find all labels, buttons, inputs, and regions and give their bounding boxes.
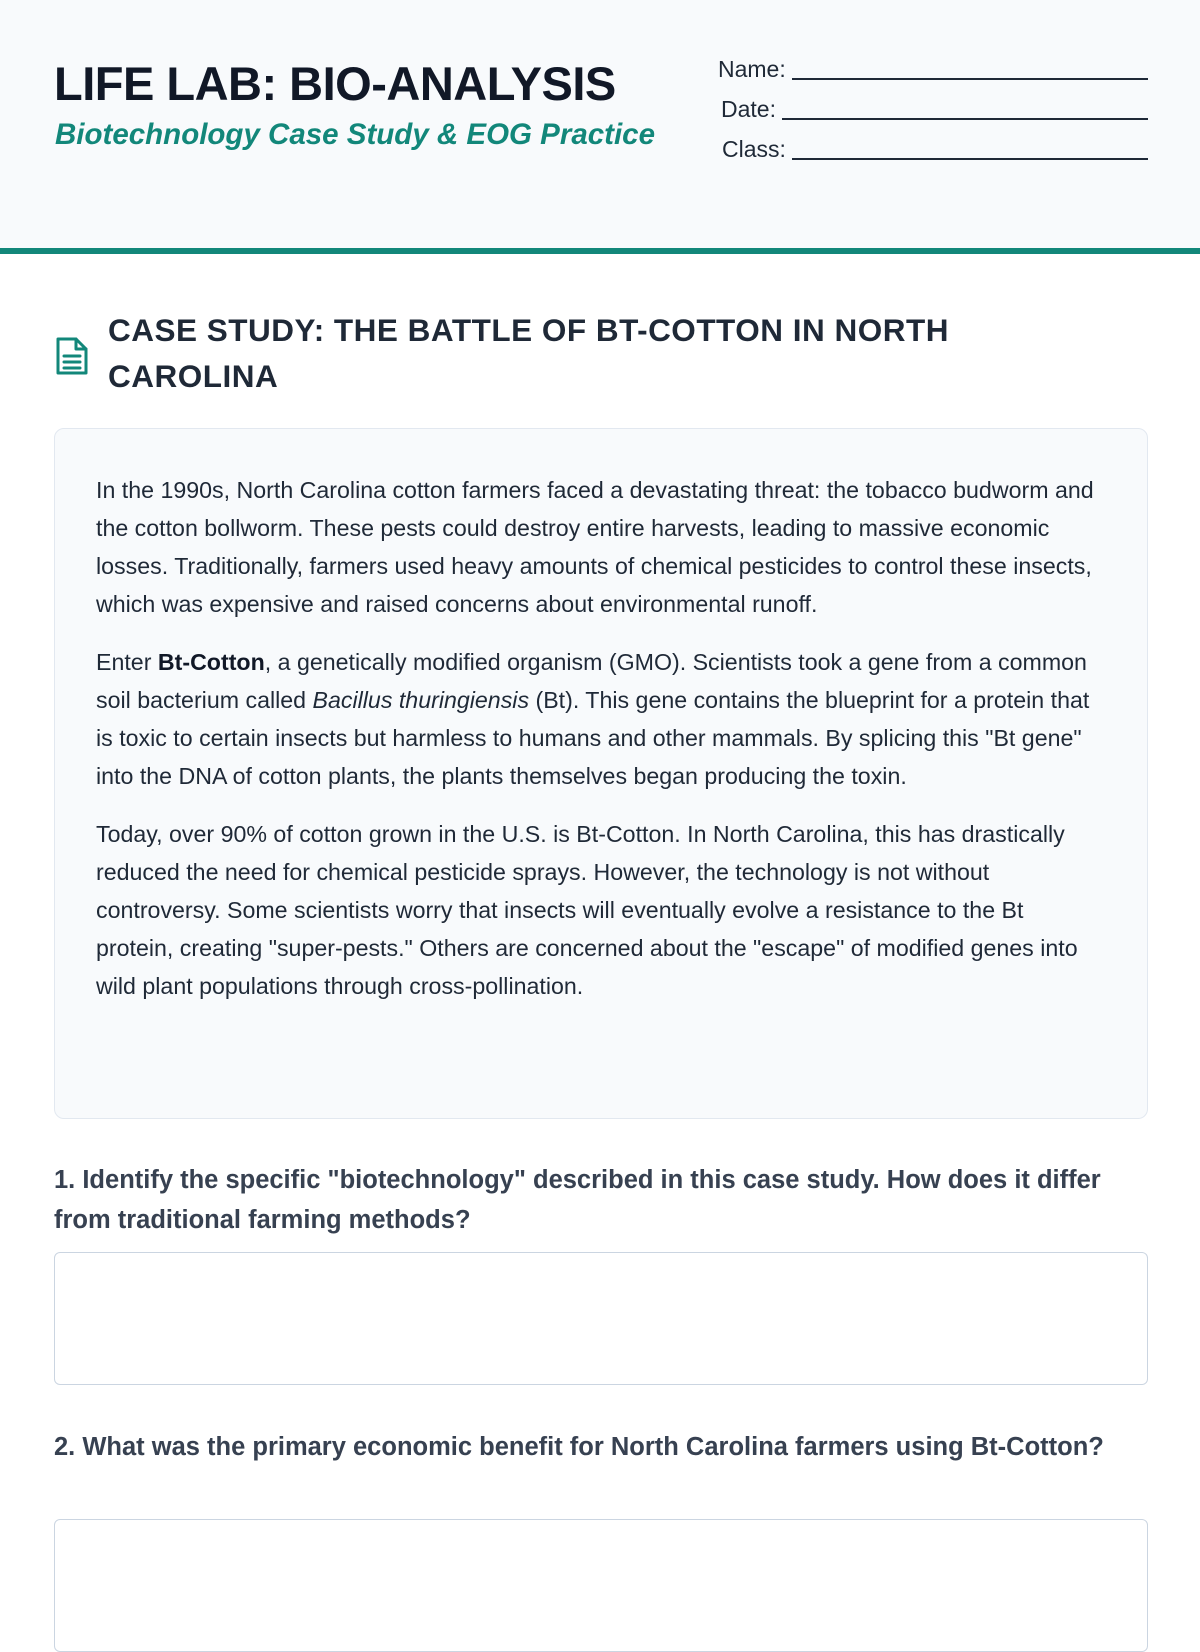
- name-field[interactable]: [718, 56, 1148, 83]
- document-icon: [54, 335, 90, 377]
- answer-box-2[interactable]: [54, 1519, 1148, 1652]
- case-study-title: CASE STUDY: THE BATTLE OF BT-COTTON IN NORTH CAROLINA: [108, 312, 949, 394]
- name-line[interactable]: [792, 60, 1148, 80]
- name-label: Name:: [718, 56, 786, 82]
- p2-bold-term: Bt-Cotton: [157, 649, 265, 675]
- class-field[interactable]: [722, 136, 1148, 163]
- question-1: 1. Identify the specific "biotechnology" described in this case study. How does it differ from traditional farming methods?: [54, 1166, 1101, 1234]
- answer-box-1[interactable]: [54, 1252, 1148, 1385]
- p2-text-b: , a genetically modified organism (GMO). Scientists took a gene from a common soil bacterium called: [96, 649, 1087, 713]
- date-line[interactable]: [782, 100, 1148, 120]
- page-title: LIFE LAB: BIO-ANALYSIS: [54, 57, 616, 110]
- case-paragraph-2: [96, 643, 1107, 795]
- question-2: 2. What was the primary economic benefit for North Carolina farmers using Bt-Cotton?: [54, 1433, 1104, 1461]
- case-paragraph-3: Today, over 90% of cotton grown in the U.S. is Bt-Cotton. In North Carolina, this has drastically reduced the need for chemical pesticide sprays. However, the technology is not without controversy. Some scientists worry that insects will eventually evolve a resistance to the Bt protein, creating "super-pests." Others are concerned about the "escape" of modified genes into wild plant populations through cross-pollination.: [96, 821, 1078, 999]
- case-paragraph-1: In the 1990s, North Carolina cotton farmers faced a devastating threat: the tobacco budworm and the cotton bollworm. These pests could destroy entire harvests, leading to massive economic losses. Traditionally, farmers used heavy amounts of chemical pesticides to control these insects, which was expensive and raised concerns about environmental runoff.: [96, 477, 1094, 617]
- case-study-heading: [54, 307, 1154, 399]
- p2-text-a: Enter: [96, 649, 158, 675]
- class-label: Class:: [722, 136, 786, 162]
- page-subtitle: Biotechnology Case Study & EOG Practice: [55, 118, 655, 151]
- worksheet-header: [0, 0, 1200, 254]
- p2-text-c: (Bt). This gene contains the blueprint for a protein that is toxic to certain insects but harmless to humans and other mammals. By splicing this "Bt gene" into the DNA of cotton plants, the plants themselves began producing the toxin.: [96, 687, 1090, 789]
- date-label: Date:: [721, 96, 776, 122]
- case-study-text-box: [54, 428, 1148, 1119]
- p2-italic-term: Bacillus thuringiensis: [312, 687, 530, 713]
- date-field[interactable]: [721, 96, 1148, 123]
- class-line[interactable]: [792, 140, 1148, 160]
